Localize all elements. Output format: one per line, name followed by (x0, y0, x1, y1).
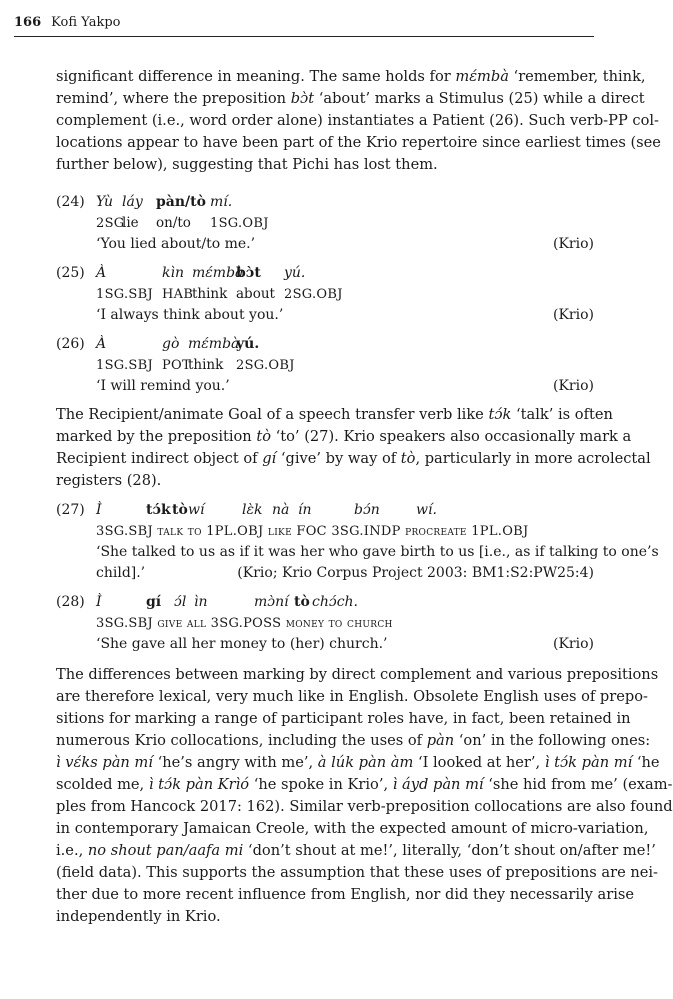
running-head (14, 14, 594, 37)
example-number: (27) (56, 502, 85, 518)
paragraph-1 (56, 66, 661, 176)
example-number: (25) (56, 265, 85, 281)
paragraph-3-line: i.e., no shout pan/aafa mi ‘don’t shout at me!’, literally, ‘don’t shout on/after me!’ (56, 842, 656, 859)
paragraph-3-line: sitions for marking a range of participant roles have, in fact, been retained in (56, 710, 631, 727)
example-gloss-line: 2SG lie on/to 1SG.OBJ (96, 215, 269, 231)
example-24 (56, 192, 594, 255)
paragraph-2-line: Recipient indirect object of gí ‘give’ by way of tò, particularly in more acrolectal (56, 450, 651, 467)
paragraph-1-line: complement (i.e., word order alone) instantiates a Patient (26). Such verb-PP col- (56, 112, 659, 129)
example-27 (56, 500, 659, 584)
example-25 (56, 263, 594, 326)
example-source: (Krio; Krio Corpus Project 2003: BM1:S2:PW25:4) (237, 565, 594, 581)
example-number: (24) (56, 194, 85, 210)
example-number: (26) (56, 336, 85, 352)
paragraph-1-line: significant difference in meaning. The same holds for mɛ́mbà ‘remember, think, (56, 68, 646, 85)
example-translation-line: ‘She gave all her money to (her) church.’ (Krio) (96, 634, 594, 655)
example-translation-line: ‘She talked to us as if it was her who gave birth to us [i.e., as if talking to one’s (96, 544, 659, 560)
example-gloss-line: 3SG.SBJ give all 3SG.POSS money to church (96, 616, 393, 631)
paragraph-3-line: ì vɛ́ks pàn mí ‘he’s angry with me’, à lúk pàn àm ‘I looked at her’, ì tɔ́k pàn mí ‘he (56, 754, 660, 771)
example-source: (Krio) (553, 236, 594, 252)
paragraph-3-line: (field data). This supports the assumption that these uses of prepositions are nei- (56, 864, 658, 881)
example-translation-line: ‘You lied about/to me.’ (Krio) (96, 234, 594, 255)
paragraph-3-line: ther due to more recent influence from English, nor did they necessarily arise (56, 886, 635, 903)
example-source: (Krio) (553, 636, 594, 652)
example-26 (56, 334, 594, 397)
paragraph-1-line: locations appear to have been part of the Krio repertoire since earliest times (see (56, 134, 661, 151)
paragraph-3-line: ples from Hancock 2017: 162). Similar verb-preposition collocations are also found (56, 798, 673, 815)
example-number: (28) (56, 594, 85, 610)
paragraph-2-line: marked by the preposition tò ‘to’ (27). Krio speakers also occasionally mark a (56, 428, 632, 445)
example-gloss-line: 1SG.SBJ POT think 2SG.OBJ (96, 357, 295, 373)
example-vernacular-line: Ì gí ɔ́l ìn mɔ̀ní tò chɔ́ch. (96, 594, 359, 610)
paragraph-3-line: scolded me, ì tɔ́k pàn Krìó ‘he spoke in Krio’, ì áyd pàn mí ‘she hid from me’ (exam- (56, 776, 673, 793)
example-gloss-line: 1SG.SBJ HAB think about 2SG.OBJ (96, 286, 343, 302)
paragraph-3-line: are therefore lexical, very much like in English. Obsolete English uses of prepo- (56, 688, 648, 705)
paragraph-1-line: remind’, where the preposition bɔ̀t ‘about’ marks a Stimulus (25) while a direct (56, 90, 645, 107)
example-source: (Krio) (553, 307, 594, 323)
paragraph-1-line: further below), suggesting that Pichi has lost them. (56, 156, 438, 173)
page-number: 166 (14, 15, 42, 30)
example-vernacular-line: Ì tɔ́k tò wí lɛ̀k nà ín bɔ́n wí. (96, 502, 437, 518)
example-source: (Krio) (553, 378, 594, 394)
example-gloss-line: 3SG.SBJ talk to 1PL.OBJ like FOC 3SG.INDP procreate 1PL.OBJ (96, 524, 529, 539)
example-vernacular-line: À gò mɛ́mbà yú. (96, 336, 260, 352)
paragraph-3-line: in contemporary Jamaican Creole, with the expected amount of micro-variation, (56, 820, 649, 837)
paragraph-3-line: numerous Krio collocations, including the uses of pàn ‘on’ in the following ones: (56, 732, 651, 749)
example-translation-line: ‘I always think about you.’ (Krio) (96, 305, 594, 326)
paragraph-2 (56, 404, 651, 492)
paragraph-2-line: The Recipient/animate Goal of a speech transfer verb like tɔ́k ‘talk’ is often (56, 406, 613, 423)
paragraph-2-line: registers (28). (56, 472, 162, 489)
example-vernacular-line: À kìn mɛ́mbà bɔ̀t yú. (96, 265, 306, 281)
paragraph-3-line: independently in Krio. (56, 908, 221, 925)
paragraph-3 (56, 664, 673, 928)
author-name: Kofi Yakpo (51, 15, 121, 30)
example-translation-line: child].’ (Krio; Krio Corpus Project 2003: BM1:S2:PW25:4) (96, 563, 594, 584)
example-translation-line: ‘I will remind you.’ (Krio) (96, 376, 594, 397)
example-vernacular-line: Yù láy pàn/tò mí. (96, 194, 233, 210)
example-28 (56, 592, 594, 655)
paragraph-3-line: The differences between marking by direct complement and various prepositions (56, 666, 659, 683)
